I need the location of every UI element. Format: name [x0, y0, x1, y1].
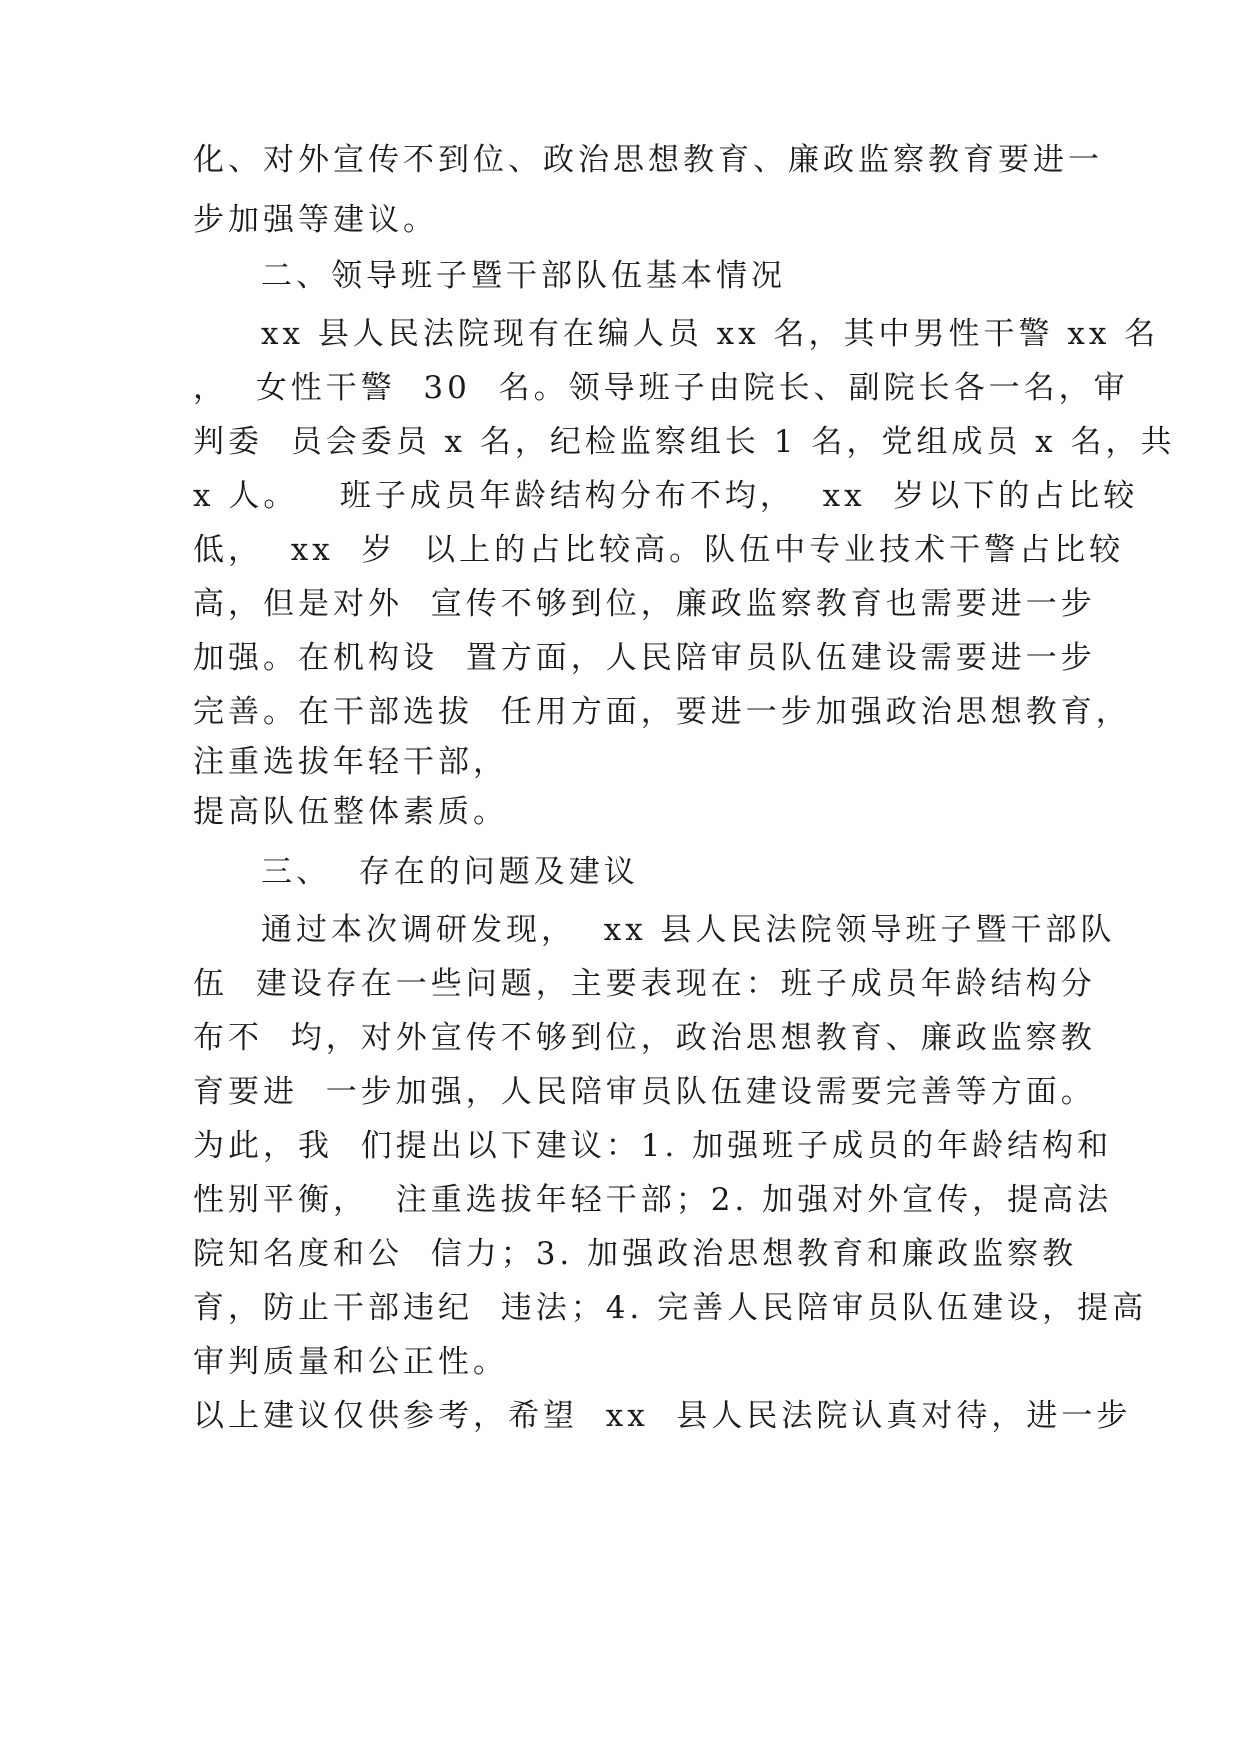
text-line: xx 县人民法院现有在编人员 xx 名，其中男性干警 xx 名 — [261, 316, 1160, 352]
text-line: 以上建议仅供参考，希望 xx 县人民法院认真对待，进一步 — [193, 1398, 1132, 1434]
section-heading: 二、领导班子暨干部队伍基本情况 — [261, 258, 786, 294]
text-line: 伍 建设存在一些问题，主要表现在：班子成员年龄结构分 — [193, 966, 1096, 1002]
text-line: 判委 员会委员 x 名，纪检监察组长 1 名，党组成员 x 名，共 — [193, 424, 1176, 460]
text-line: 审判质量和公正性。 — [193, 1344, 508, 1380]
text-line: 加强。在机构设 置方面，人民陪审员队伍建设需要进一步 — [193, 640, 1096, 676]
text-line: 步加强等建议。 — [193, 202, 438, 238]
text-line: 高，但是对外 宣传不够到位，廉政监察教育也需要进一步 — [193, 586, 1096, 622]
text-line: 性别平衡， 注重选拔年轻干部；2. 加强对外宣传，提高法 — [193, 1182, 1113, 1218]
text-line: 完善。在干部选拔 任用方面，要进一步加强政治思想教育， — [193, 694, 1131, 730]
text-line: 化、对外宣传不到位、政治思想教育、廉政监察教育要进一 — [193, 142, 1103, 178]
text-line: ， 女性干警 30 名。领导班子由院长、副院长各一名，审 — [193, 370, 1129, 406]
text-line: 布不 均，对外宣传不够到位，政治思想教育、廉政监察教 — [193, 1020, 1096, 1056]
section-heading: 三、 存在的问题及建议 — [261, 854, 639, 890]
text-line: 注重选拔年轻干部， — [193, 744, 508, 780]
text-line: 育要进 一步加强，人民陪审员队伍建设需要完善等方面。 — [193, 1074, 1096, 1110]
text-line: x 人。 班子成员年龄结构分布不均， xx 岁以下的占比较 — [193, 478, 1139, 514]
text-line: 提高队伍整体素质。 — [193, 794, 508, 830]
text-line: 为此，我 们提出以下建议：1. 加强班子成员的年龄结构和 — [193, 1128, 1113, 1164]
text-line: 育，防止干部违纪 违法；4. 完善人民陪审员队伍建设，提高 — [193, 1290, 1148, 1326]
text-line: 通过本次调研发现， xx 县人民法院领导班子暨干部队 — [261, 912, 1116, 948]
text-line: 低， xx 岁 以上的占比较高。队伍中专业技术干警占比较 — [193, 532, 1125, 568]
text-line: 院知名度和公 信力；3. 加强政治思想教育和廉政监察教 — [193, 1236, 1078, 1272]
